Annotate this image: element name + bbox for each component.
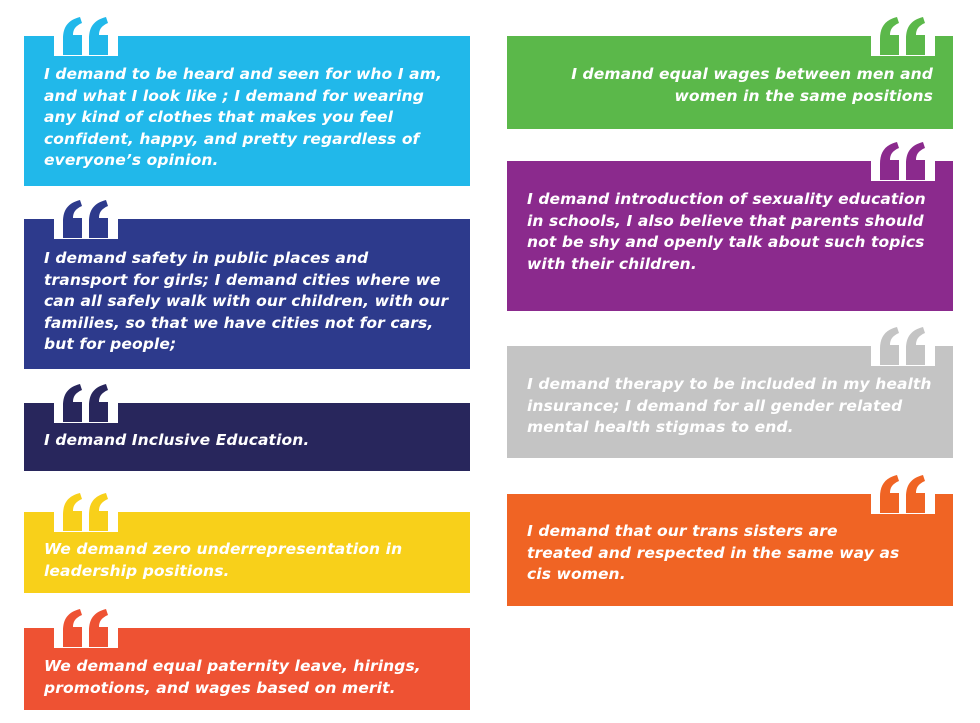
quotation-mark-icon [54, 16, 118, 56]
quotation-mark-icon [871, 474, 935, 514]
quote-text: I demand equal wages between men and women in the same positions [571, 65, 933, 105]
quote-card-therapy [507, 346, 953, 458]
quotation-mark-icon [54, 608, 118, 648]
quotation-mark-icon [54, 199, 118, 239]
quotation-mark-icon [54, 492, 118, 532]
quote-text: I demand introduction of sexuality education in schools, I also believe that parents should not be shy and openly talk about such topics with their children. [527, 190, 926, 273]
quote-text: I demand safety in public places and transport for girls; I demand cities where we can all safely walk with our children, with our families, so that we have cities not for cars, but for people; [44, 249, 449, 353]
quote-card-equal-wages [507, 36, 953, 129]
quote-text: We demand equal paternity leave, hirings, promotions, and wages based on merit. [44, 657, 421, 697]
quotation-mark-icon [871, 141, 935, 181]
quote-card-heard-and-seen [24, 36, 470, 186]
quotation-mark-icon [871, 16, 935, 56]
quote-card-safety [24, 219, 470, 369]
quote-text: I demand to be heard and seen for who I am, and what I look like ; I demand for wearing any kind of clothes that makes you feel confident, happy, and pretty regardless of everyone’s opinion. [44, 65, 442, 169]
quote-card-inclusive-education [24, 403, 470, 471]
quote-text: We demand zero underrepresentation in leadership positions. [44, 540, 403, 580]
quote-text: I demand therapy to be included in my health insurance; I demand for all gender related mental health stigmas to end. [527, 375, 932, 436]
quote-card-trans-sisters [507, 494, 953, 606]
quotation-mark-icon [871, 326, 935, 366]
quote-card-sexuality-education [507, 161, 953, 311]
quote-text: I demand Inclusive Education. [44, 431, 310, 449]
quote-text: I demand that our trans sisters are treated and respected in the same way as cis women. [527, 522, 900, 583]
quote-card-representation [24, 512, 470, 593]
quote-card-paternity-leave [24, 628, 470, 710]
quotation-mark-icon [54, 383, 118, 423]
